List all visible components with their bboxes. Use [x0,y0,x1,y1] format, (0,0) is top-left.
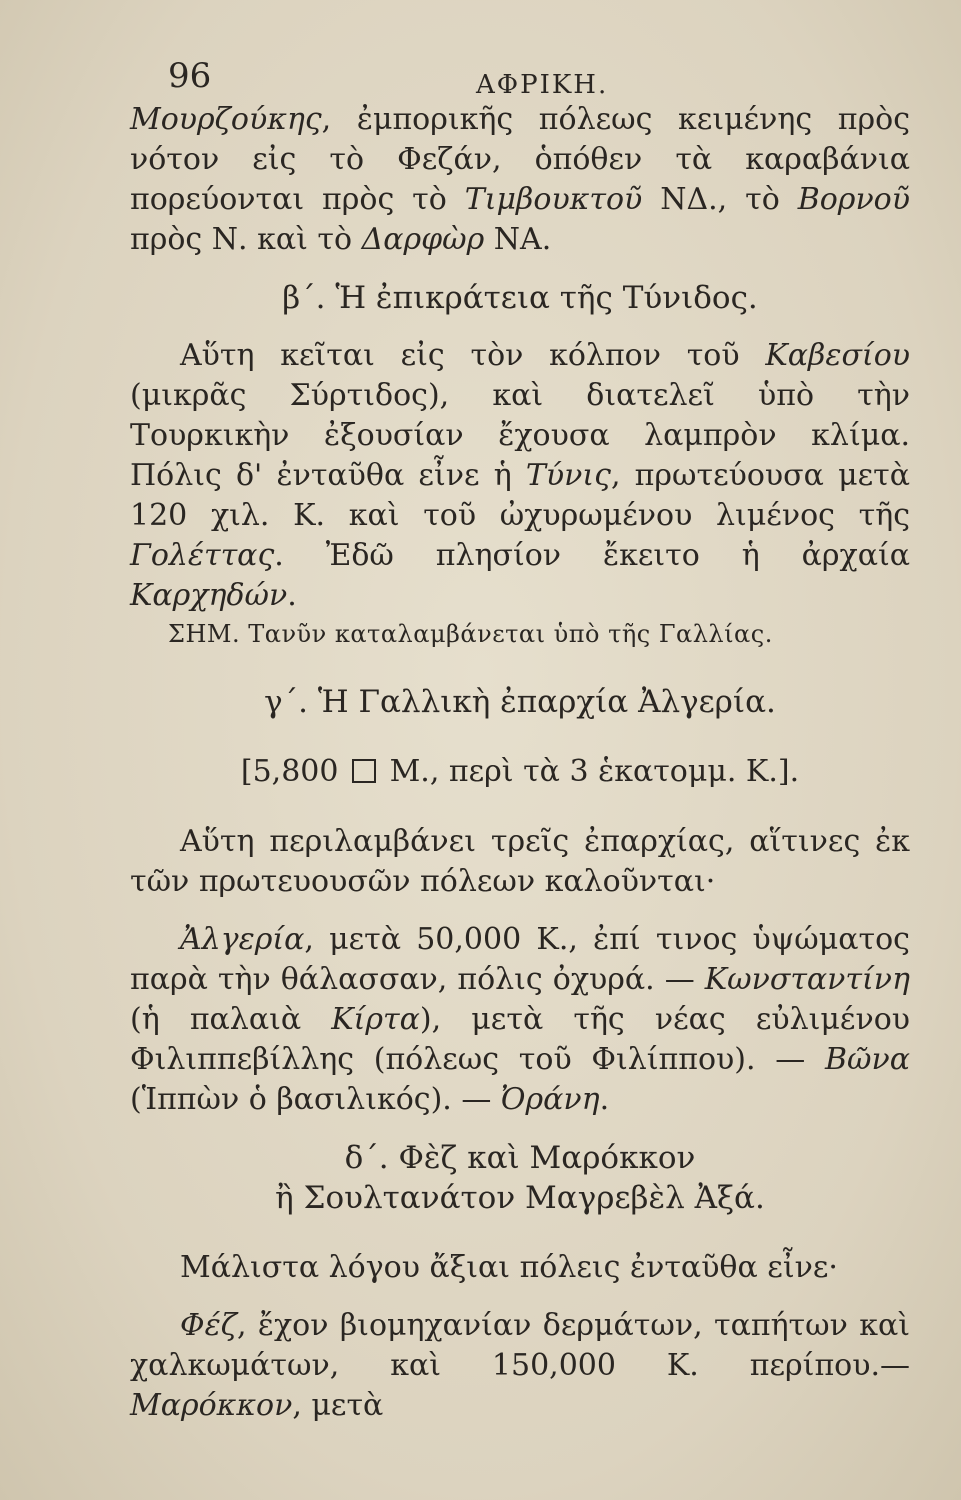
running-title: ΑΦΡΙΚΗ. [476,70,609,100]
text-run: Αὕτη κεῖται εἰς τὸν κόλπον τοῦ [180,338,766,373]
place-name: Βορνοῦ [797,182,910,217]
text-run: (Ἱππὼν ὁ βασιλικός). — [130,1082,501,1117]
paragraph-provinces: Αὕτη περιλαμβάνει τρεῖς ἐπαρχίας, αἵτινες ἐκ τῶν πρωτευουσῶν πόλεων καλοῦνται· [130,824,910,899]
square-icon [352,759,376,783]
text-run: , μετὰ 50,000 Κ., ἐπί τινος ὑψώματος παρὰ τὴν θάλασσαν, πόλις ὀχυρά. — [130,922,910,997]
section-subheading-morocco: ἢ Σουλτανάτον Μαγρεβὲλ Ἀξά. [275,1180,765,1216]
place-name: Μουρζούκης [130,102,322,137]
text-run: (μικρᾶς Σύρτιδος), καὶ διατελεῖ ὑπὸ τὴν Τουρκικὴν ἐξουσίαν ἔχουσα λαμπρὸν κλίμα. Πόλις δ' ἐνταῦθα εἶνε ἡ [130,378,910,493]
paragraph-tunis [130,336,910,616]
paragraph-notable-cities: Μάλιστα λόγου ἄξιαι πόλεις ἐνταῦθα εἶνε· [180,1250,838,1285]
paragraph-murzuk [130,100,910,260]
place-name: Δαρφὼρ [361,222,485,257]
place-name: Κωνσταντίνη [704,962,910,997]
place-name: Ἀλγερία [180,922,305,957]
page-number: 96 [168,56,212,96]
section-heading-tunis: β΄. Ἡ ἐπικράτεια τῆς Τύνιδος. [282,280,758,316]
place-name: Ὀράνη [500,1082,600,1117]
page-header [0,52,961,102]
text-run: , ἐμπορικῆς πόλεως κειμένης πρὸς νότον εἰς τὸ Φεζάν, ὁπόθεν τὰ καραβάνια πορεύονται πρὸς τὸ [130,102,910,217]
place-name: Γολέττας [130,538,275,573]
paragraph-algeria-cities [130,920,910,1120]
place-name: Βῶνα [824,1042,910,1077]
text-run: ΝΔ., τὸ [642,182,798,217]
place-name: Μαρόκκον [130,1388,293,1423]
text-run: . [599,1082,610,1117]
page-body [130,100,910,1426]
text-run: , πρωτεύουσα μετὰ 120 χιλ. Κ. καὶ τοῦ ὠχυρωμένου λιμένος τῆς [130,458,910,533]
footnote: ΣΗΜ. Τανῦν καταλαμβάνεται ὑπὸ τῆς Γαλλίας. [168,620,773,648]
text-run: . [287,578,297,613]
area-population-stat [130,752,910,792]
place-name: Τύνις [525,458,611,493]
text-run: ΝΑ. [484,222,552,257]
text-run: πρὸς Ν. καὶ τὸ [130,222,362,257]
text-run: ), μετὰ τῆς νέας εὐλιμένου Φιλιππεβίλλης (πόλεως τοῦ Φιλίππου). — [130,1002,910,1077]
place-name: Φέζ [180,1308,237,1343]
paragraph-fez [130,1306,910,1426]
text-run: . Ἐδῶ πλησίον ἔκειτο ἡ ἀρχαία [274,538,910,573]
section-heading-morocco: δ΄. Φὲζ καὶ Μαρόκκον [344,1140,696,1176]
section-heading-algeria: γ΄. Ἡ Γαλλικὴ ἐπαρχία Ἀλγερία. [264,684,776,720]
place-name: Κίρτα [331,1002,420,1037]
area-value: [5,800 [240,754,339,789]
text-run: , μετὰ [292,1388,384,1423]
text-run: , ἔχον βιομηχανίαν δερμάτων, ταπήτων καὶ χαλκωμάτων, καὶ 150,000 Κ. περίπου.— [130,1308,910,1383]
population-value: Μ., περὶ τὰ 3 ἑκατομμ. Κ.]. [389,754,800,789]
place-name: Τιμβουκτοῦ [464,182,643,217]
place-name: Καρχηδών [130,578,288,613]
text-run: (ἡ παλαιὰ [130,1002,332,1037]
place-name: Καβεσίου [765,338,910,373]
